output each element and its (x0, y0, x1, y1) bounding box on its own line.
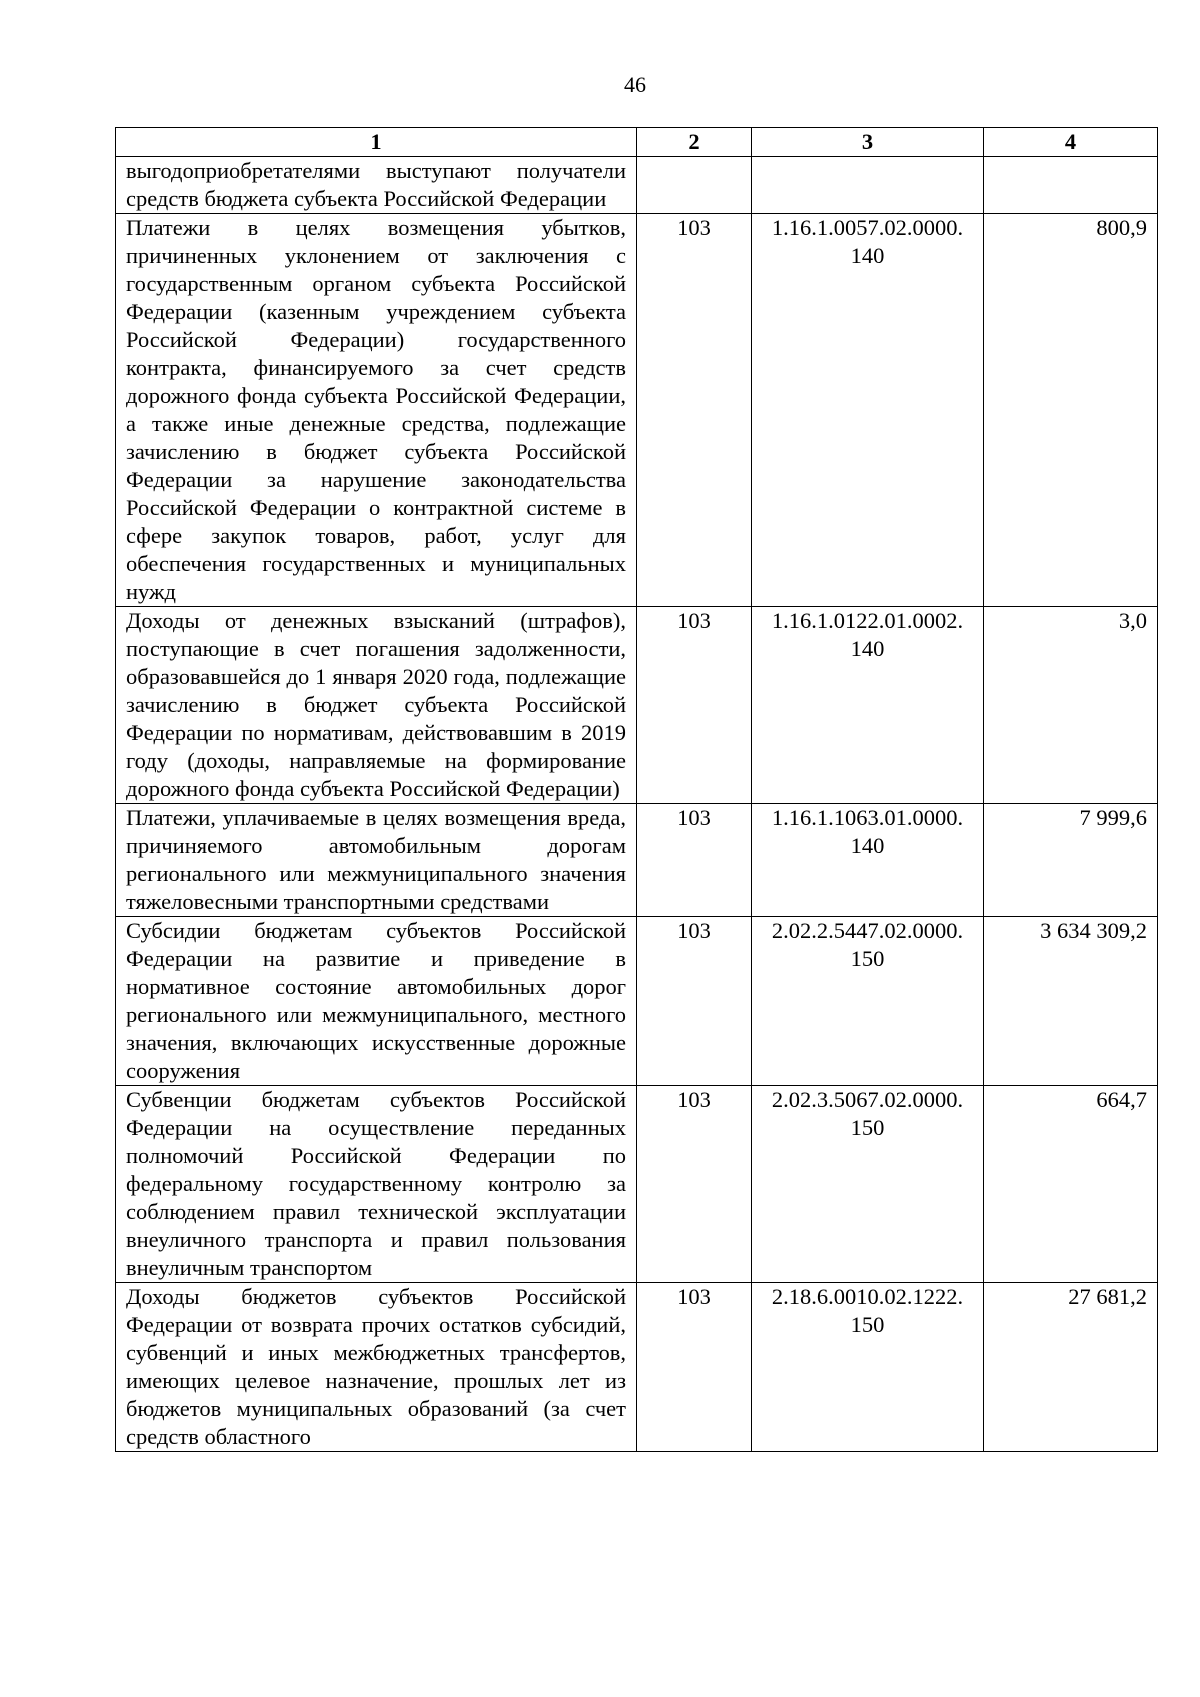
row-description: Доходы от денежных взысканий (штрафов), поступающие в счет погашения задолженности, образовавшейся до 1 января 2020 года, подлежащие зачислению в бюджет субъекта Российской Федерации по нормативам, действовавшим в 2019 году (доходы, направляемые на формирование дорожного фонда субъекта Российской Федерации) (116, 607, 637, 804)
code-line-2: 140 (850, 636, 885, 661)
row-amount (984, 157, 1158, 214)
table-row (116, 214, 1158, 607)
column-header-1: 1 (116, 128, 637, 157)
row-amount: 3 634 309,2 (984, 917, 1158, 1086)
row-amount: 664,7 (984, 1086, 1158, 1283)
row-admin-code (637, 157, 752, 214)
table-row (116, 157, 1158, 214)
code-line-1: 1.16.1.0122.01.0002. (771, 608, 964, 633)
row-description: Платежи, уплачиваемые в целях возмещения вреда, причиняемого автомобильным дорогам регионального или межмуниципального значения тяжеловесными транспортными средствами (116, 804, 637, 917)
budget-table (115, 127, 1158, 1452)
code-line-1: 2.02.2.5447.02.0000. (771, 918, 964, 943)
row-admin-code: 103 (637, 1283, 752, 1452)
column-header-3: 3 (752, 128, 984, 157)
row-admin-code: 103 (637, 917, 752, 1086)
code-line-2: 140 (850, 833, 885, 858)
column-header-2: 2 (637, 128, 752, 157)
row-amount: 800,9 (984, 214, 1158, 607)
row-description: Субсидии бюджетам субъектов Российской Федерации на развитие и приведение в нормативное состояние автомобильных дорог регионального или межмуниципального, местного значения, включающих искусственные дорожные сооружения (116, 917, 637, 1086)
row-classification-code (752, 214, 984, 607)
row-admin-code: 103 (637, 1086, 752, 1283)
column-header-4: 4 (984, 128, 1158, 157)
code-line-1: 2.02.3.5067.02.0000. (771, 1087, 964, 1112)
row-classification-code (752, 804, 984, 917)
row-classification-code (752, 1086, 984, 1283)
table-header-row (116, 128, 1158, 157)
row-amount: 27 681,2 (984, 1283, 1158, 1452)
row-classification-code (752, 917, 984, 1086)
row-amount: 3,0 (984, 607, 1158, 804)
row-admin-code: 103 (637, 804, 752, 917)
code-line-2: 150 (850, 946, 885, 971)
row-admin-code: 103 (637, 607, 752, 804)
code-line-2: 150 (850, 1115, 885, 1140)
table-row (116, 607, 1158, 804)
table-row (116, 804, 1158, 917)
row-description: выгодоприобретателями выступают получатели средств бюджета субъекта Российской Федерации (116, 157, 637, 214)
code-line-1: 1.16.1.0057.02.0000. (771, 215, 964, 240)
code-line-2: 140 (850, 243, 885, 268)
code-line-2: 150 (850, 1312, 885, 1337)
row-classification-code (752, 607, 984, 804)
row-classification-code (752, 157, 984, 214)
code-line-1: 2.18.6.0010.02.1222. (771, 1284, 964, 1309)
row-description: Платежи в целях возмещения убытков, причиненных уклонением от заключения с государственным органом субъекта Российской Федерации (казенным учреждением субъекта Российской Федерации) государственного контракта, финансируемого за счет средств дорожного фонда субъекта Российской Федерации, а также иные денежные средства, подлежащие зачислению в бюджет субъекта Российской Федерации за нарушение законодательства Российской Федерации о контрактной системе в сфере закупок товаров, работ, услуг для обеспечения государственных и муниципальных нужд (116, 214, 637, 607)
row-description: Доходы бюджетов субъектов Российской Федерации от возврата прочих остатков субсидий, субвенций и иных межбюджетных трансфертов, имеющих целевое назначение, прошлых лет из бюджетов муниципальных образований (за счет средств областного (116, 1283, 637, 1452)
table-row (116, 1086, 1158, 1283)
row-amount: 7 999,6 (984, 804, 1158, 917)
table-row (116, 1283, 1158, 1452)
row-admin-code: 103 (637, 214, 752, 607)
row-description: Субвенции бюджетам субъектов Российской Федерации на осуществление переданных полномочий Российской Федерации по федеральному государственному контролю за соблюдением правил технической эксплуатации внеуличного транспорта и правил пользования внеуличным транспортом (116, 1086, 637, 1283)
page-number: 46 (624, 72, 646, 97)
table-row (116, 917, 1158, 1086)
code-line-1: 1.16.1.1063.01.0000. (771, 805, 964, 830)
row-classification-code (752, 1283, 984, 1452)
